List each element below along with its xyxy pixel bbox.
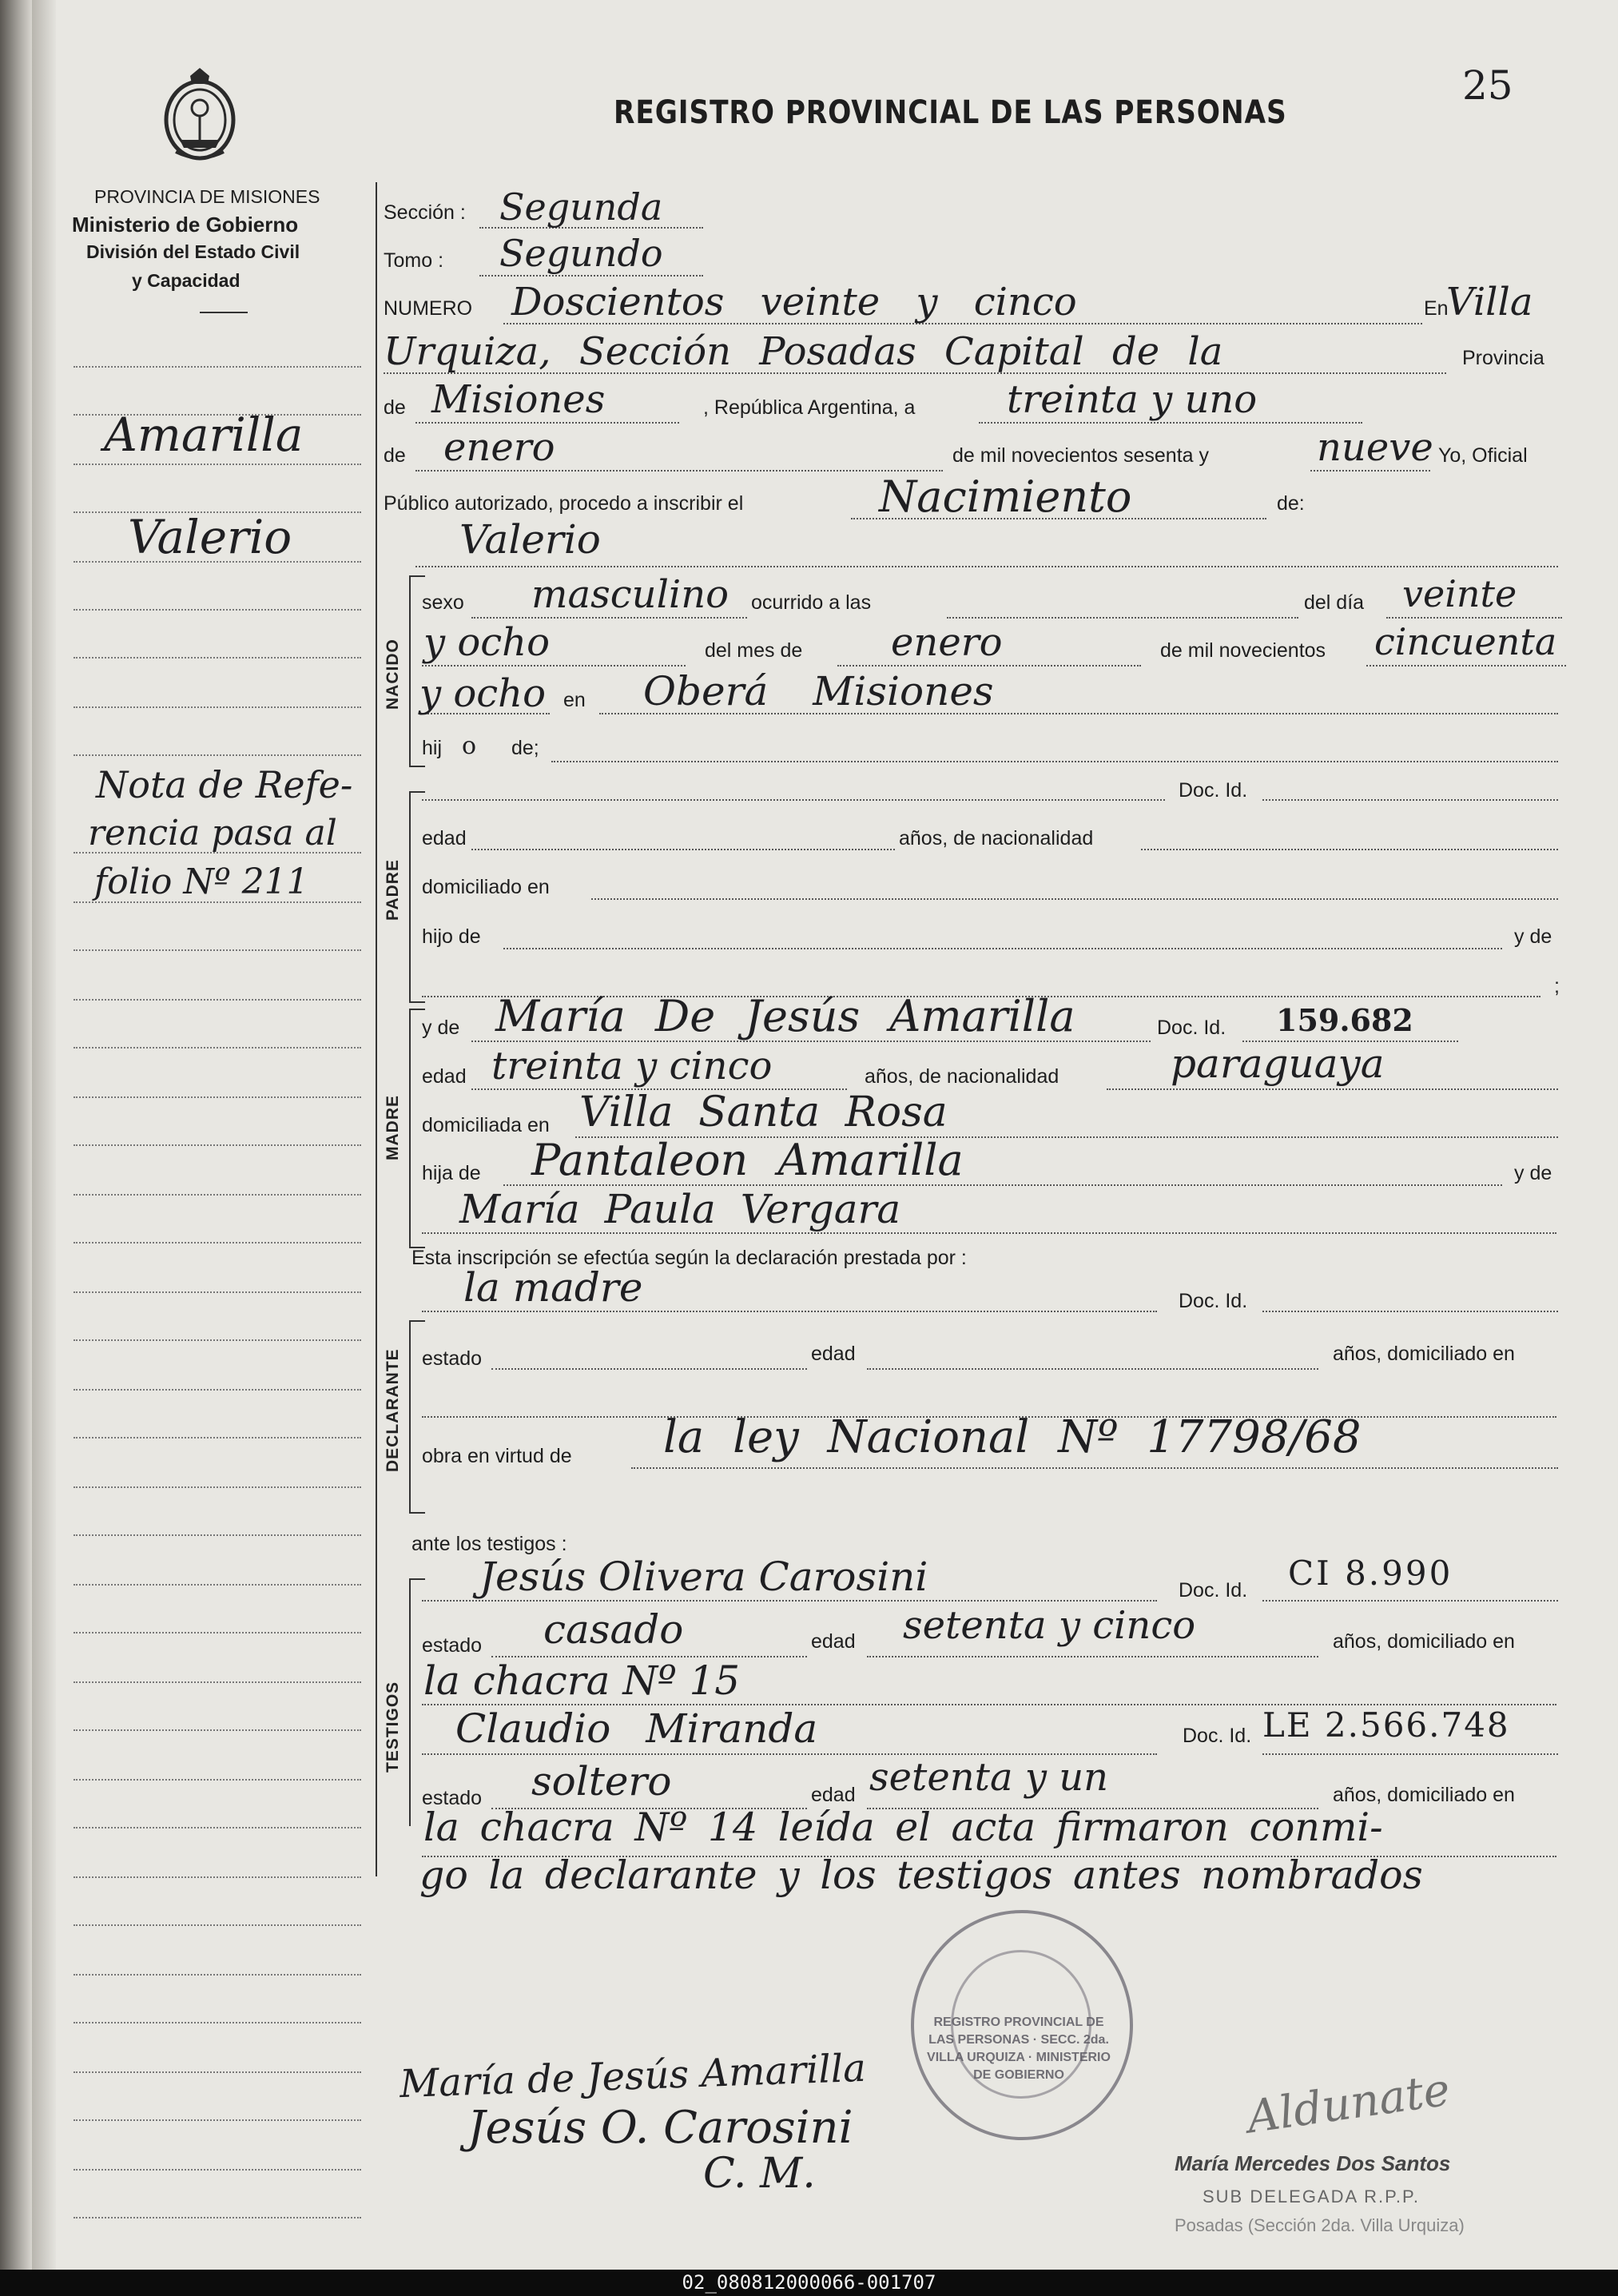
lugar-value-2: Urquiza, Sección Posadas Capital de la — [384, 329, 1223, 374]
sexo-label: sexo — [422, 591, 464, 614]
signature-testigo-2: C. M. — [703, 2150, 816, 2198]
padre-edad-label: edad — [422, 827, 467, 850]
margin-line — [74, 1291, 361, 1293]
t2-doc-line — [1262, 1753, 1558, 1755]
page-binding — [0, 0, 32, 2270]
declarante-bracket-bottom — [409, 1512, 425, 1514]
madre-yde-label-2: y de — [1514, 1162, 1552, 1184]
ocurrido-label: ocurrido a las — [751, 591, 872, 614]
declarante-edad-line — [867, 1368, 1318, 1370]
hora-line — [947, 617, 1298, 619]
nacido-bracket-bottom — [409, 766, 425, 767]
tomo-line — [479, 275, 703, 277]
margin-line — [74, 1194, 361, 1196]
declarante-bracket — [409, 1320, 411, 1514]
t2-estado: soltero — [531, 1758, 672, 1805]
t1-dom: la chacra Nº 15 — [423, 1657, 741, 1704]
madre-dom-label: domiciliada en — [422, 1114, 550, 1136]
sexo-line — [471, 617, 747, 619]
madre-madre-nombre: María Paula Vergara — [459, 1186, 901, 1232]
madre-abuela-line — [422, 1232, 1556, 1234]
hijo-suffix: o — [462, 732, 477, 760]
declarante-doc-label: Doc. Id. — [1179, 1290, 1248, 1312]
dia2-line — [422, 665, 686, 667]
nombre-value: Valerio — [459, 516, 601, 563]
t2-estado-label: estado — [422, 1787, 483, 1809]
margin-line — [74, 609, 361, 611]
t1-doc: CI 8.990 — [1288, 1554, 1453, 1593]
margin-line — [74, 1974, 361, 1976]
nacido-section-label: NACIDO — [384, 639, 402, 710]
signature-testigo-1: Jesús O. Carosini — [467, 2102, 853, 2154]
nacido-bracket — [409, 575, 411, 767]
padre-section-label: PADRE — [384, 859, 402, 921]
padre-semicolon: ; — [1554, 975, 1560, 997]
margin-line — [74, 1389, 361, 1391]
margin-line — [74, 1144, 361, 1146]
t1-estado: casado — [543, 1606, 684, 1653]
madre-nombre: María De Jesús Amarilla — [495, 991, 1075, 1041]
signature-declarante: María de Jesús Amarilla — [399, 2045, 867, 2107]
margin-surname: Amarilla — [104, 408, 304, 462]
margin-line — [74, 1534, 361, 1536]
image-id-footer: 02_080812000066-001707 — [0, 2270, 1618, 2296]
t1-doc-line — [1262, 1600, 1558, 1602]
mes-label: del mes de — [705, 639, 803, 662]
org-line-3: División del Estado Civil — [86, 241, 300, 262]
padre-bracket — [409, 791, 411, 1003]
declarante-quien: la madre — [463, 1264, 643, 1311]
page-title: REGISTRO PROVINCIAL DE LAS PERSONAS — [614, 94, 1287, 131]
del-dia-label: del día — [1304, 591, 1365, 614]
padre-nac-label: años, de nacionalidad — [899, 827, 1094, 850]
de-label-2: de — [384, 444, 406, 467]
padre-edad-line — [471, 849, 895, 850]
madre-section-label: MADRE — [384, 1095, 402, 1160]
nacido-bracket-top — [409, 575, 425, 577]
dia1-line — [1386, 617, 1562, 619]
dia-line — [979, 422, 1362, 424]
yo-label: Yo, Oficial — [1438, 444, 1528, 467]
declarante-estado-label: estado — [422, 1347, 483, 1370]
margin-line — [74, 1681, 361, 1683]
mes-line-nacido — [837, 665, 1141, 667]
org-line-2: Ministerio de Gobierno — [72, 213, 299, 237]
provincia-label: Provincia — [1462, 347, 1544, 369]
madre-bracket-top — [409, 1009, 425, 1010]
declarante-ley-line — [631, 1467, 1558, 1469]
anio2-value: y ocho — [419, 671, 546, 716]
provincial-crest-icon — [160, 64, 240, 168]
t2-edad: setenta y un — [869, 1755, 1109, 1800]
numero-label: NUMERO — [384, 297, 473, 320]
de-label-3: de: — [1277, 492, 1305, 515]
madre-domicilio: Villa Santa Rosa — [579, 1088, 948, 1136]
margin-line — [74, 1339, 361, 1341]
mil-label-nacido: de mil novecientos — [1160, 639, 1326, 662]
padre-bracket-bottom — [409, 1001, 425, 1003]
seccion-label: Sección : — [384, 201, 466, 224]
testigos-section-label: TESTIGOS — [384, 1681, 402, 1773]
margin-line — [74, 2169, 361, 2171]
declarante-edad-label: edad — [811, 1343, 856, 1365]
margin-line — [74, 2119, 361, 2121]
margin-line — [74, 1729, 361, 1731]
margin-line — [74, 464, 361, 465]
mil-label: de mil novecientos sesenta y — [952, 444, 1210, 467]
padre-bracket-top — [409, 791, 425, 793]
padre-dom-line — [591, 898, 1558, 900]
testigos-bracket-top — [409, 1578, 425, 1580]
nombre-line — [415, 566, 1558, 567]
dia1-value: veinte — [1402, 572, 1517, 615]
margin-line — [74, 2022, 361, 2023]
t2-edad-label: edad — [811, 1784, 856, 1806]
lugar-value-1: Villa — [1446, 280, 1533, 324]
declarante-quien-line — [422, 1311, 1157, 1312]
signature-oficial: Aldunate — [1243, 2063, 1453, 2144]
declarante-intro: Esta inscripción se efectúa según la declaración prestada por : — [411, 1247, 967, 1269]
page-number: 25 — [1462, 62, 1513, 109]
declarante-bracket-top — [409, 1320, 425, 1322]
declarante-doc-line — [1262, 1311, 1558, 1312]
page-binding-shadow — [32, 0, 56, 2270]
t1-edad: setenta y cinco — [903, 1603, 1196, 1648]
t1-edad-line — [867, 1656, 1318, 1657]
hijo-label-nacido: hij — [422, 737, 443, 759]
padre-dom-label: domiciliado en — [422, 876, 550, 898]
oficial-lugar: Posadas (Sección 2da. Villa Urquiza) — [1175, 2215, 1465, 2235]
de-label: de — [384, 396, 406, 419]
mes-value-nacido: enero — [891, 620, 1003, 665]
declarante-anios-label: años, domiciliado en — [1333, 1343, 1515, 1365]
madre-padre-nombre: Pantaleon Amarilla — [531, 1135, 964, 1185]
madre-bracket — [409, 1009, 411, 1248]
margin-line — [74, 1047, 361, 1049]
provincia-line — [415, 422, 679, 424]
margin-line — [74, 706, 361, 708]
madre-edad-label: edad — [422, 1065, 467, 1088]
lugar-value-nacido: Oberá Misiones — [643, 668, 994, 714]
margin-given-name: Valerio — [128, 510, 292, 564]
madre-hija-label: hija de — [422, 1162, 481, 1184]
oficial-cargo: SUB DELEGADA R.P.P. — [1203, 2187, 1420, 2206]
acto-value: Nacimiento — [879, 472, 1132, 522]
margin-line — [74, 1632, 361, 1633]
padres-line — [551, 761, 1558, 762]
t2-doc-label: Doc. Id. — [1183, 1725, 1252, 1747]
margin-line — [74, 2071, 361, 2073]
testigos-intro: ante los testigos : — [411, 1533, 567, 1555]
margin-line — [74, 657, 361, 659]
margin-line — [74, 754, 361, 756]
oficial-nombre: María Mercedes Dos Santos — [1175, 2151, 1451, 2175]
tomo-label: Tomo : — [384, 249, 444, 272]
margin-line — [74, 1096, 361, 1098]
t1-anios-label: años, domiciliado en — [1333, 1630, 1515, 1653]
org-line-4: y Capacidad — [132, 270, 241, 291]
madre-yde-label: y de — [422, 1017, 460, 1039]
t2-anios-label: años, domiciliado en — [1333, 1784, 1515, 1806]
margin-line — [74, 1486, 361, 1488]
mes-line — [415, 470, 943, 472]
t2-nombre: Claudio Miranda — [455, 1705, 818, 1752]
provincia-value: Misiones — [431, 377, 606, 422]
column-divider — [376, 182, 377, 1876]
seal-text: REGISTRO PROVINCIAL DE LAS PERSONAS · SECC. 2da. VILLA URQUIZA · MINISTERIO DE GOBIERNO — [927, 2015, 1111, 2082]
anio-line — [1310, 470, 1430, 472]
madre-edad: treinta y cinco — [491, 1044, 773, 1088]
numero-value: Doscientos veinte y cinco — [511, 280, 1077, 324]
padre-hijo-label: hijo de — [422, 925, 481, 948]
padre-hijo-line — [503, 948, 1502, 949]
t1-nombre-line — [422, 1600, 1157, 1602]
madre-doc-label: Doc. Id. — [1157, 1017, 1226, 1039]
margin-note-line-3: folio Nº 211 — [94, 861, 309, 902]
margin-line — [74, 1924, 361, 1926]
madre-doc: 159.682 — [1276, 1002, 1413, 1038]
margin-note-line-1: Nota de Refe- — [96, 763, 353, 806]
padre-nombre-line — [422, 799, 1165, 801]
org-line-1: PROVINCIA DE MISIONES — [94, 186, 320, 207]
en-label: En — [1424, 297, 1449, 320]
t1-edad-label: edad — [811, 1630, 856, 1653]
t2-cierre: go la declarante y los testigos antes nombrados — [419, 1852, 1423, 1898]
margin-note-line-2: rencia pasa al — [88, 813, 337, 854]
margin-line — [74, 366, 361, 368]
margin-line — [74, 1584, 361, 1586]
publico-label: Público autorizado, procedo a inscribir el — [384, 492, 744, 515]
anio-value: nueve — [1317, 425, 1433, 470]
padre-doc-line — [1262, 799, 1558, 801]
dia-value: treinta y uno — [1007, 377, 1258, 422]
madre-nac-label: años, de nacionalidad — [865, 1065, 1059, 1088]
t2-doc: LE 2.566.748 — [1262, 1705, 1510, 1745]
margin-line — [74, 1827, 361, 1828]
seccion-value: Segunda — [499, 185, 663, 229]
margin-line — [74, 1242, 361, 1244]
dia2-value: y ocho — [423, 620, 550, 665]
margin-line — [74, 999, 361, 1001]
de-label-nacido: de; — [511, 737, 539, 759]
padre-yde-label: y de — [1514, 925, 1552, 948]
org-underline — [200, 312, 248, 313]
declarante-ley: la ley Nacional Nº 17798/68 — [663, 1411, 1362, 1463]
margin-line — [74, 1876, 361, 1878]
declarante-estado-line — [491, 1368, 807, 1370]
t1-nombre: Jesús Olivera Carosini — [479, 1554, 928, 1600]
t1-estado-label: estado — [422, 1634, 483, 1657]
margin-line — [74, 1437, 361, 1438]
t2-dom: la chacra Nº 14 leída el acta firmaron conmi- — [423, 1805, 1383, 1850]
madre-nac-line — [1107, 1088, 1558, 1090]
sexo-value: masculino — [531, 572, 729, 617]
declarante-obra-label: obra en virtud de — [422, 1445, 572, 1467]
t1-doc-label: Doc. Id. — [1179, 1579, 1248, 1602]
tomo-value: Segundo — [499, 232, 663, 275]
anio1-line — [1366, 665, 1566, 667]
margin-line — [74, 1779, 361, 1781]
margin-line — [74, 949, 361, 951]
en-label-nacido: en — [563, 689, 586, 711]
padre-doc-label: Doc. Id. — [1179, 779, 1248, 802]
testigos-bracket — [409, 1578, 411, 1826]
republica-label: , República Argentina, a — [703, 396, 916, 419]
margin-line — [74, 2217, 361, 2218]
padre-nac-line — [1141, 849, 1558, 850]
mes-value: enero — [443, 425, 555, 470]
madre-nacionalidad: paraguaya — [1171, 1041, 1385, 1087]
anio1-value: cincuenta — [1374, 620, 1557, 663]
declarante-section-label: DECLARANTE — [384, 1348, 402, 1472]
